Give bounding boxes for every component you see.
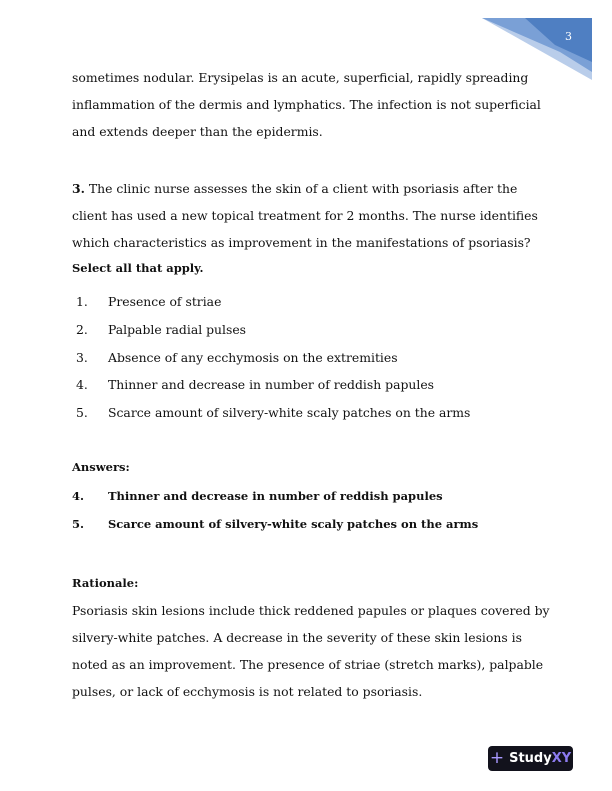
question-line	[72, 181, 517, 196]
rationale-line: Psoriasis skin lesions include thick reddened papules or plaques covered by	[72, 603, 550, 618]
plus-icon: +	[489, 748, 505, 768]
answer-text: Thinner and decrease in number of reddish papules	[108, 489, 443, 503]
answer-number: 4.	[72, 489, 85, 503]
studyxy-logo	[488, 746, 573, 771]
question-line: which characteristics as improvement in the manifestations of psoriasis?	[72, 235, 531, 250]
intro-line: sometimes nodular. Erysipelas is an acute, superficial, rapidly spreading	[72, 70, 529, 85]
question-line: client has used a new topical treatment for 2 months. The nurse identifies	[72, 208, 538, 223]
rationale-line: noted as an improvement. The presence of striae (stretch marks), palpable	[72, 657, 544, 672]
option-text: Absence of any ecchymosis on the extremities	[108, 350, 398, 365]
option-text: Thinner and decrease in number of reddish papules	[108, 377, 435, 392]
option-number: 2.	[76, 322, 88, 337]
intro-line: inflammation of the dermis and lymphatics. The infection is not superficial	[72, 97, 541, 112]
corner-decoration	[0, 0, 612, 100]
question-text: The clinic nurse assesses the skin of a client with psoriasis after the	[88, 181, 518, 196]
question-number: 3.	[72, 181, 85, 196]
option-text: Scarce amount of silvery-white scaly patches on the arms	[108, 405, 471, 420]
answers-heading: Answers:	[72, 460, 130, 474]
rationale-line: silvery-white patches. A decrease in the severity of these skin lesions is	[72, 630, 522, 645]
option-text: Presence of striae	[108, 294, 222, 309]
option-number: 4.	[76, 377, 88, 392]
option-number: 1.	[76, 294, 88, 309]
intro-line: and extends deeper than the epidermis.	[72, 124, 323, 139]
option-text: Palpable radial pulses	[108, 322, 247, 337]
answer-number: 5.	[72, 517, 85, 531]
instruction: Select all that apply.	[72, 261, 204, 275]
logo-text: Study	[509, 751, 552, 766]
rationale-line: pulses, or lack of ecchymosis is not related to psoriasis.	[72, 684, 423, 699]
logo-text-accent: XY	[551, 751, 572, 766]
rationale-heading: Rationale:	[72, 576, 139, 590]
answer-text: Scarce amount of silvery-white scaly patches on the arms	[108, 517, 479, 531]
option-number: 3.	[76, 350, 88, 365]
option-number: 5.	[76, 405, 88, 420]
page-number: 3	[565, 30, 572, 43]
